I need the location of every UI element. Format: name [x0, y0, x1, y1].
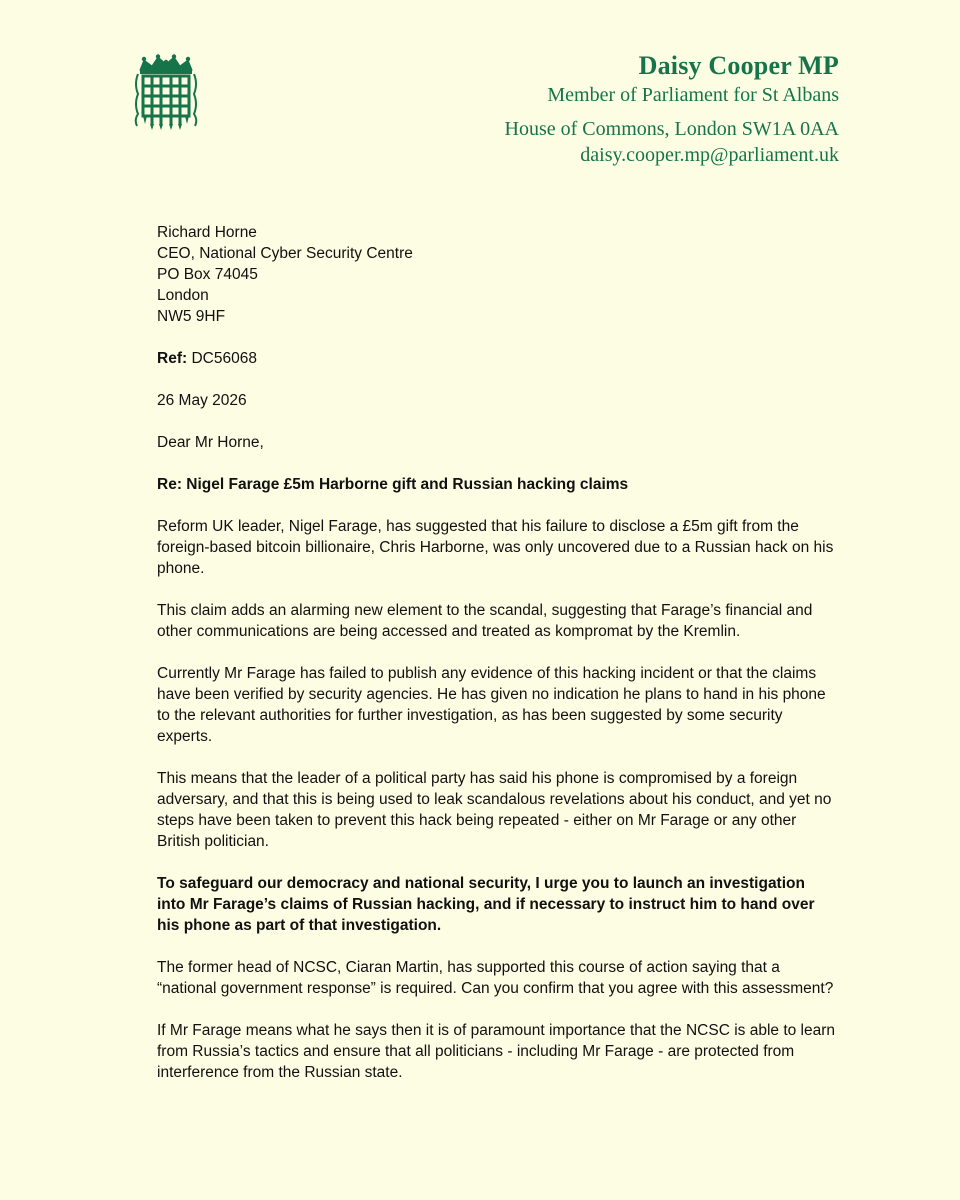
letterhead [0, 0, 960, 180]
reference-label: Ref: [157, 350, 188, 367]
letter-body [157, 222, 837, 1083]
paragraph-3: Currently Mr Farage has failed to publish any evidence of this hacking incident or that the claims have been verified by security agencies. He has given no indication he plans to hand in his phone to the relevant authorities for further investigation, as has been suggested by some security experts. [157, 665, 826, 745]
salutation: Dear Mr Horne, [157, 434, 264, 451]
paragraph-2: This claim adds an alarming new element to the scandal, suggesting that Farage’s financial and other communications are being accessed and treated as kompromat by the Kremlin. [157, 602, 813, 640]
paragraph-7: If Mr Farage means what he says then it is of paramount importance that the NCSC is able to learn from Russia’s tactics and ensure that all politicians - including Mr Farage - are protected from interference from the Russian state. [157, 1022, 836, 1081]
paragraph-1: Reform UK leader, Nigel Farage, has suggested that his failure to disclose a £5m gift from the foreign-based bitcoin billionaire, Chris Harborne, was only uncovered due to a Russian hack on his phone. [157, 518, 834, 577]
paragraph-4: This means that the leader of a political party has said his phone is compromised by a foreign adversary, and that this is being used to leak scandalous revelations about his conduct, and yet no steps have been taken to prevent this hack being repeated - either on Mr Farage or any other British politician. [157, 770, 832, 850]
subject-line: Re: Nigel Farage £5m Harborne gift and Russian hacking claims [157, 476, 629, 493]
paragraph-6: The former head of NCSC, Ciaran Martin, has supported this course of action saying that a “national government response” is required. Can you confirm that you agree with this assessment? [157, 959, 834, 997]
portcullis-icon [134, 54, 198, 132]
paragraph-request: To safeguard our democracy and national security, I urge you to launch an investigation into Mr Farage’s claims of Russian hacking, and if necessary to instruct him to hand over his phone as part of that investigation. [157, 875, 815, 934]
sender-block [505, 50, 839, 168]
recipient-address [157, 222, 837, 327]
recipient-po-box: PO Box 74045 [157, 266, 258, 283]
reference-value: DC56068 [191, 350, 257, 367]
sender-email: daisy.cooper.mp@parliament.uk [580, 144, 839, 166]
recipient-name: Richard Horne [157, 224, 257, 241]
sender-role: Member of Parliament for St Albans [547, 84, 839, 106]
reference-line [157, 348, 837, 369]
sender-name: Daisy Cooper MP [638, 51, 839, 80]
recipient-postcode: NW5 9HF [157, 308, 226, 325]
recipient-title: CEO, National Cyber Security Centre [157, 245, 413, 262]
recipient-city: London [157, 287, 209, 304]
letter-date: 26 May 2026 [157, 392, 247, 409]
sender-address: House of Commons, London SW1A 0AA [504, 118, 839, 140]
